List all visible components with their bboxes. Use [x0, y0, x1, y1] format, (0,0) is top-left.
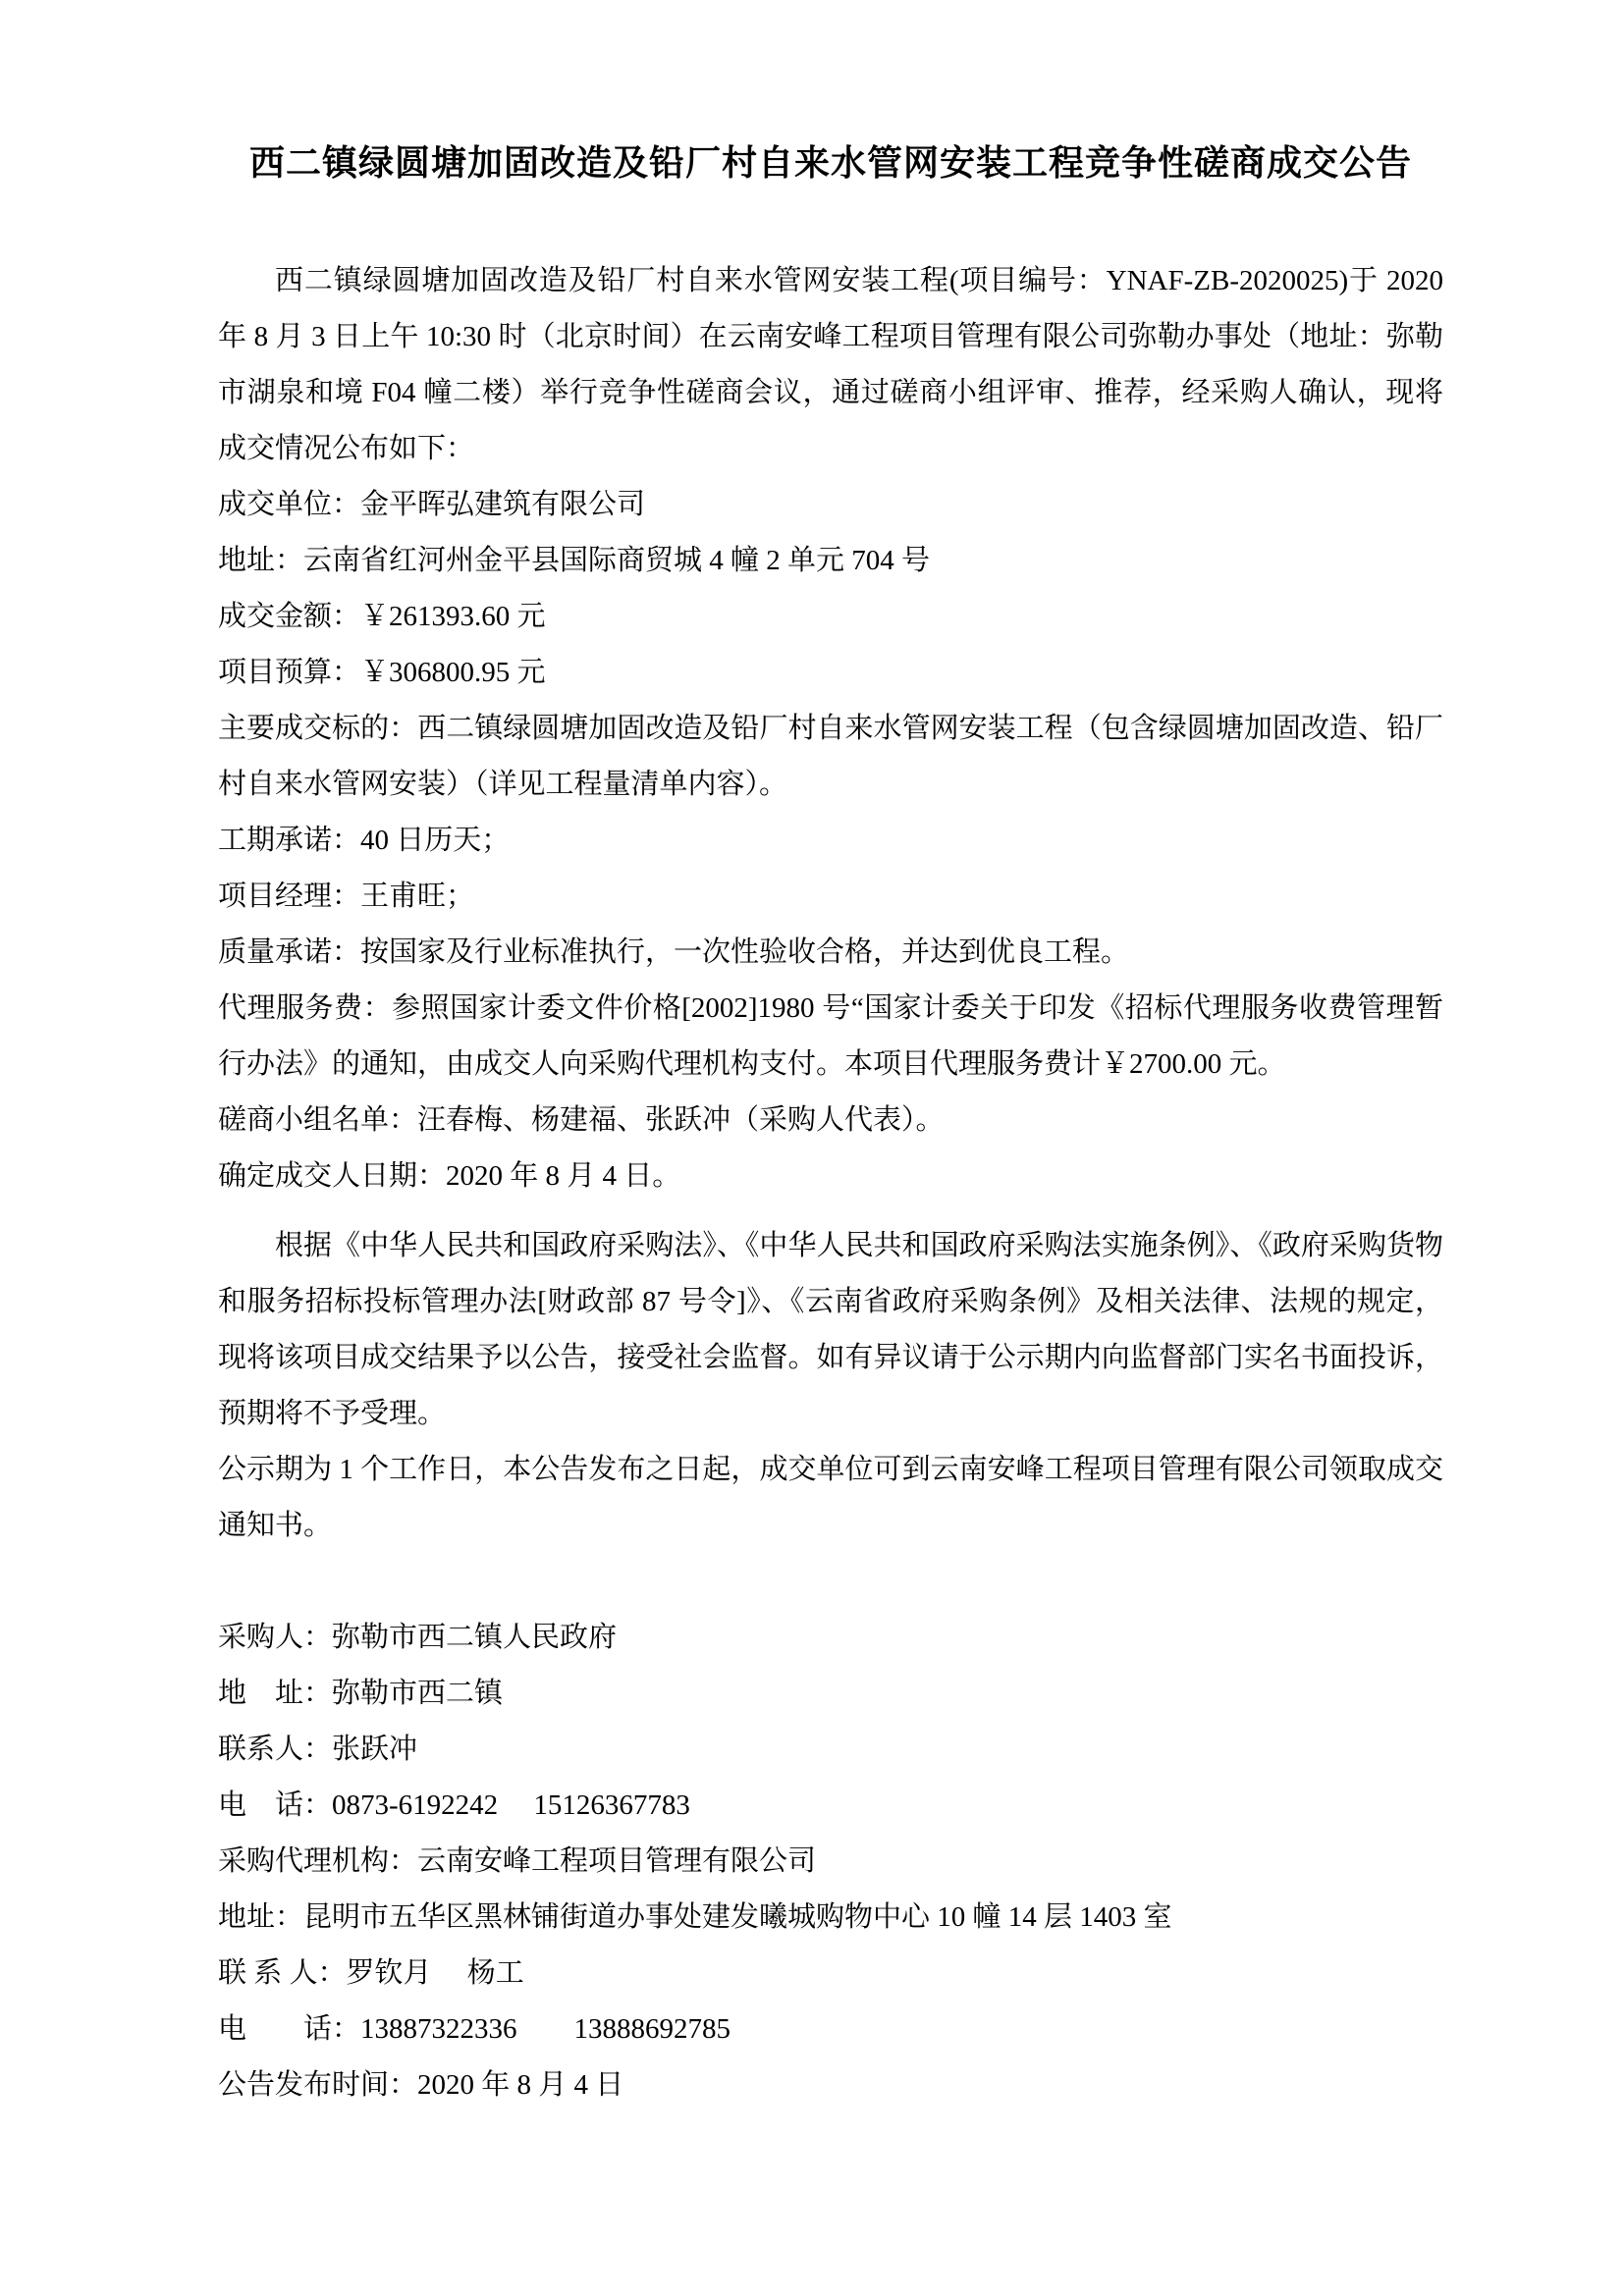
agency-contact-person-line: 联 系 人：罗钦月 杨工 — [218, 1957, 524, 1989]
detail-line-duration-commitment: 工期承诺：40 日历天； — [218, 825, 511, 856]
agency-phone-line: 电 话：13887322336 13888692785 — [218, 2013, 731, 2045]
buyer-address-line: 地 址：弥勒市西二镇 — [218, 1678, 504, 1709]
detail-line-panel-members: 磋商小组名单：汪春梅、杨建福、张跃冲（采购人代表）。 — [218, 1104, 945, 1136]
detail-line-supplier-address: 地址：云南省红河州金平县国际商贸城 4 幢 2 单元 704 号 — [218, 545, 931, 576]
detail-line-award-date: 确定成交人日期：2020 年 8 月 4 日。 — [218, 1160, 681, 1192]
buyer-contact-block — [218, 1610, 1443, 1834]
detail-line-project-manager: 项目经理：王甫旺； — [218, 881, 475, 912]
detail-line-project-budget: 项目预算：￥306800.95 元 — [218, 657, 546, 688]
document-title: 西二镇绿圆塘加固改造及铅厂村自来水管网安装工程竞争性磋商成交公告 — [248, 143, 1412, 183]
detail-line-main-subject: 主要成交标的：西二镇绿圆塘加固改造及铅厂村自来水管网安装工程（包含绿圆塘加固改造、铅厂村自来水管网安装）（详见工程量清单内容）。 — [218, 713, 1443, 800]
buyer-contact-person-line: 联系人：张跃冲 — [218, 1734, 418, 1765]
agency-address-line: 地址：昆明市五华区黑林铺街道办事处建发曦城购物中心 10 幢 14 层 1403 室 — [218, 1901, 1172, 1933]
publicity-period-paragraph: 公示期为 1 个工作日，本公告发布之日起，成交单位可到云南安峰工程项目管理有限公司领取成交通知书。 — [218, 1454, 1443, 1541]
intro-paragraph: 西二镇绿圆塘加固改造及铅厂村自来水管网安装工程(项目编号：YNAF-ZB-2020025)于 2020 年 8 月 3 日上午 10:30 时（北京时间）在云南安峰工程项目管理有限公司弥勒办事处（地址：弥勒市湖泉和境 F04 幢二楼）举行竞争性磋商会议，通过磋商小组评审、推荐，经采购人确认，现将成交情况公布如下： — [218, 265, 1443, 464]
agency-contact-block — [218, 1834, 1443, 2057]
detail-line-awarded-supplier: 成交单位：金平晖弘建筑有限公司 — [218, 489, 646, 520]
buyer-name-line: 采购人：弥勒市西二镇人民政府 — [218, 1622, 618, 1653]
detail-line-quality-commitment: 质量承诺：按国家及行业标准执行，一次性验收合格，并达到优良工程。 — [218, 936, 1130, 968]
detail-line-award-amount: 成交金额：￥261393.60 元 — [218, 601, 546, 632]
detail-line-agency-fee: 代理服务费：参照国家计委文件价格[2002]1980 号“国家计委关于印发《招标代理服务收费管理暂行办法》的通知，由成交人向采购代理机构支付。本项目代理服务费计￥2700.00 元。 — [218, 992, 1443, 1080]
publish-date-line: 公告发布时间：2020 年 8 月 4 日 — [218, 2069, 624, 2101]
legal-paragraph: 根据《中华人民共和国政府采购法》、《中华人民共和国政府采购法实施条例》、《政府采购货物和服务招标投标管理办法[财政部 87 号令]》、《云南省政府采购条例》及相关法律、法规的规定，现将该项目成交结果予以公告，接受社会监督。如有异议请于公示期内向监督部门实名书面投诉，预期将不予受理。 — [218, 1230, 1443, 1429]
buyer-phone-line: 电 话：0873-6192242 15126367783 — [218, 1789, 690, 1821]
agency-name-line: 采购代理机构：云南安峰工程项目管理有限公司 — [218, 1845, 817, 1877]
